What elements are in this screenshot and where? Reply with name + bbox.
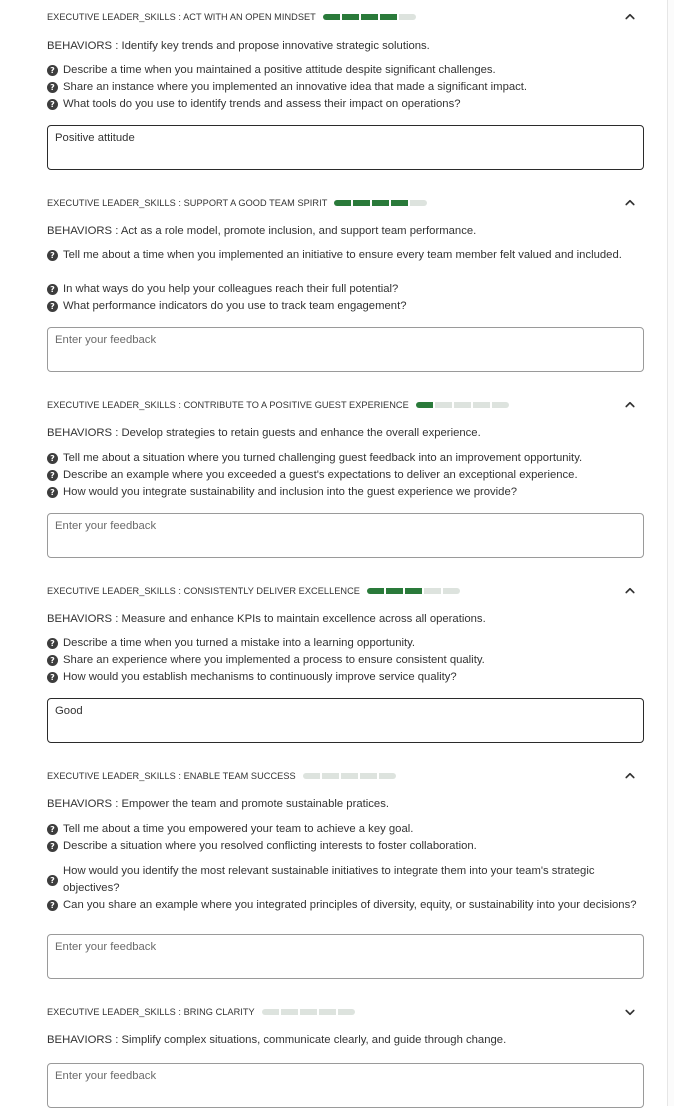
rating-segment (399, 14, 416, 20)
skill-title: EXECUTIVE LEADER_SKILLS : ENABLE TEAM SUCCESS (47, 771, 296, 781)
behaviors-text: BEHAVIORS : Simplify complex situations, communicate clearly, and guide through change. (47, 1034, 507, 1046)
rating-segment (303, 773, 320, 779)
question-item (47, 652, 637, 669)
rating-segment (454, 402, 471, 408)
question-text: How would you establish mechanisms to continuously improve service quality? (63, 671, 457, 683)
question-mark-icon: ? (47, 841, 58, 852)
rating-segment (391, 200, 408, 206)
rating-segment (416, 402, 433, 408)
question-item (47, 897, 637, 914)
question-mark-icon: ? (47, 99, 58, 110)
rating-segment (281, 1009, 298, 1015)
rating-segment (405, 588, 422, 594)
scrollbar[interactable] (668, 0, 674, 1106)
skill-header[interactable] (47, 766, 644, 786)
feedback-input[interactable] (47, 1063, 644, 1108)
question-text: Describe a time when you maintained a positive attitude despite significant challenges. (63, 64, 496, 76)
question-item (47, 669, 637, 686)
skill-title: EXECUTIVE LEADER_SKILLS : ACT WITH AN OPEN MINDSET (47, 12, 316, 22)
question-mark-icon: ? (47, 875, 58, 886)
skill-header[interactable] (47, 193, 644, 213)
question-text: How would you identify the most relevant sustainable initiatives to integrate them into your team's strategic objectives? (63, 865, 595, 894)
question-mark-icon: ? (47, 301, 58, 312)
question-text: Tell me about a time when you implemented an initiative to ensure every team member felt valued and included. (63, 249, 622, 261)
rating-segment (300, 1009, 317, 1015)
behaviors-text: BEHAVIORS : Act as a role model, promote inclusion, and support team performance. (47, 225, 477, 237)
question-item (47, 79, 637, 96)
question-item (47, 467, 637, 484)
rating-segment (372, 200, 389, 206)
feedback-input[interactable] (47, 513, 644, 558)
question-item (47, 298, 637, 315)
behaviors-text: BEHAVIORS : Empower the team and promote sustainable pratices. (47, 798, 389, 810)
feedback-input[interactable] (47, 327, 644, 372)
skill-title: EXECUTIVE LEADER_SKILLS : CONTRIBUTE TO A POSITIVE GUEST EXPERIENCE (47, 400, 409, 410)
question-mark-icon: ? (47, 824, 58, 835)
question-mark-icon: ? (47, 487, 58, 498)
rating-bar (262, 1009, 355, 1015)
rating-segment (410, 200, 427, 206)
question-mark-icon: ? (47, 900, 58, 911)
rating-segment (473, 402, 490, 408)
question-mark-icon: ? (47, 638, 58, 649)
chevron-up-icon[interactable] (622, 9, 638, 25)
rating-segment (334, 200, 351, 206)
rating-segment (322, 773, 339, 779)
rating-segment (323, 14, 340, 20)
rating-segment (492, 402, 509, 408)
rating-bar (416, 402, 509, 408)
rating-segment (386, 588, 403, 594)
rating-bar (367, 588, 460, 594)
chevron-up-icon[interactable] (622, 195, 638, 211)
rating-segment (435, 402, 452, 408)
rating-segment (367, 588, 384, 594)
question-text: Describe an example where you exceeded a guest's expectations to deliver an exceptional experience. (63, 469, 578, 481)
skill-title: EXECUTIVE LEADER_SKILLS : BRING CLARITY (47, 1007, 255, 1017)
feedback-input[interactable] (47, 125, 644, 170)
question-mark-icon: ? (47, 250, 58, 261)
chevron-down-icon[interactable] (622, 1004, 638, 1020)
rating-segment (360, 773, 377, 779)
rating-segment (424, 588, 441, 594)
question-text: Share an experience where you implemented a process to ensure consistent quality. (63, 654, 485, 666)
question-mark-icon: ? (47, 470, 58, 481)
question-text: In what ways do you help your colleagues reach their full potential? (63, 283, 399, 295)
question-item (47, 450, 637, 467)
rating-segment (443, 588, 460, 594)
rating-segment (319, 1009, 336, 1015)
question-text: Share an instance where you implemented an innovative idea that made a significant impact. (63, 81, 528, 93)
question-text: Can you share an example where you integrated principles of diversity, equity, or sustainability into your decisions? (63, 899, 637, 911)
question-mark-icon: ? (47, 284, 58, 295)
question-item (47, 635, 637, 652)
rating-bar (323, 14, 416, 20)
chevron-up-icon[interactable] (622, 397, 638, 413)
question-item (47, 838, 637, 855)
question-text: Describe a time when you turned a mistake into a learning opportunity. (63, 637, 416, 649)
question-text: Describe a situation where you resolved conflicting interests to foster collaboration. (63, 840, 477, 852)
rating-segment (380, 14, 397, 20)
rating-bar (334, 200, 427, 206)
rating-segment (338, 1009, 355, 1015)
rating-segment (379, 773, 396, 779)
feedback-input[interactable] (47, 698, 644, 743)
question-text: What performance indicators do you use to track team engagement? (63, 300, 407, 312)
skill-header[interactable] (47, 7, 644, 27)
rating-segment (342, 14, 359, 20)
question-text: Tell me about a time you empowered your team to achieve a key goal. (63, 823, 414, 835)
rating-segment (361, 14, 378, 20)
rating-segment (341, 773, 358, 779)
question-item (47, 281, 637, 298)
question-item (47, 62, 637, 79)
question-item (47, 96, 637, 113)
question-mark-icon: ? (47, 65, 58, 76)
behaviors-text: BEHAVIORS : Develop strategies to retain guests and enhance the overall experience. (47, 427, 481, 439)
chevron-up-icon[interactable] (622, 583, 638, 599)
feedback-input[interactable] (47, 934, 644, 979)
question-item (47, 247, 637, 264)
question-text: What tools do you use to identify trends and assess their impact on operations? (63, 98, 461, 110)
skill-header[interactable] (47, 581, 644, 601)
question-text: How would you integrate sustainability and inclusion into the guest experience we provide? (63, 486, 518, 498)
rating-segment (262, 1009, 279, 1015)
question-mark-icon: ? (47, 82, 58, 93)
skill-title: EXECUTIVE LEADER_SKILLS : SUPPORT A GOOD TEAM SPIRIT (47, 198, 328, 208)
question-mark-icon: ? (47, 655, 58, 666)
behaviors-text: BEHAVIORS : Identify key trends and propose innovative strategic solutions. (47, 40, 430, 52)
question-item (47, 821, 637, 838)
rating-segment (353, 200, 370, 206)
question-mark-icon: ? (47, 453, 58, 464)
behaviors-text: BEHAVIORS : Measure and enhance KPIs to maintain excellence across all operations. (47, 613, 486, 625)
chevron-up-icon[interactable] (622, 768, 638, 784)
skill-title: EXECUTIVE LEADER_SKILLS : CONSISTENTLY DELIVER EXCELLENCE (47, 586, 360, 596)
skill-header[interactable] (47, 395, 644, 415)
question-item (47, 484, 637, 501)
rating-bar (303, 773, 396, 779)
question-item (47, 863, 637, 897)
skill-header[interactable] (47, 1002, 644, 1022)
question-mark-icon: ? (47, 672, 58, 683)
question-text: Tell me about a situation where you turned challenging guest feedback into an improvement opportunity. (63, 452, 583, 464)
